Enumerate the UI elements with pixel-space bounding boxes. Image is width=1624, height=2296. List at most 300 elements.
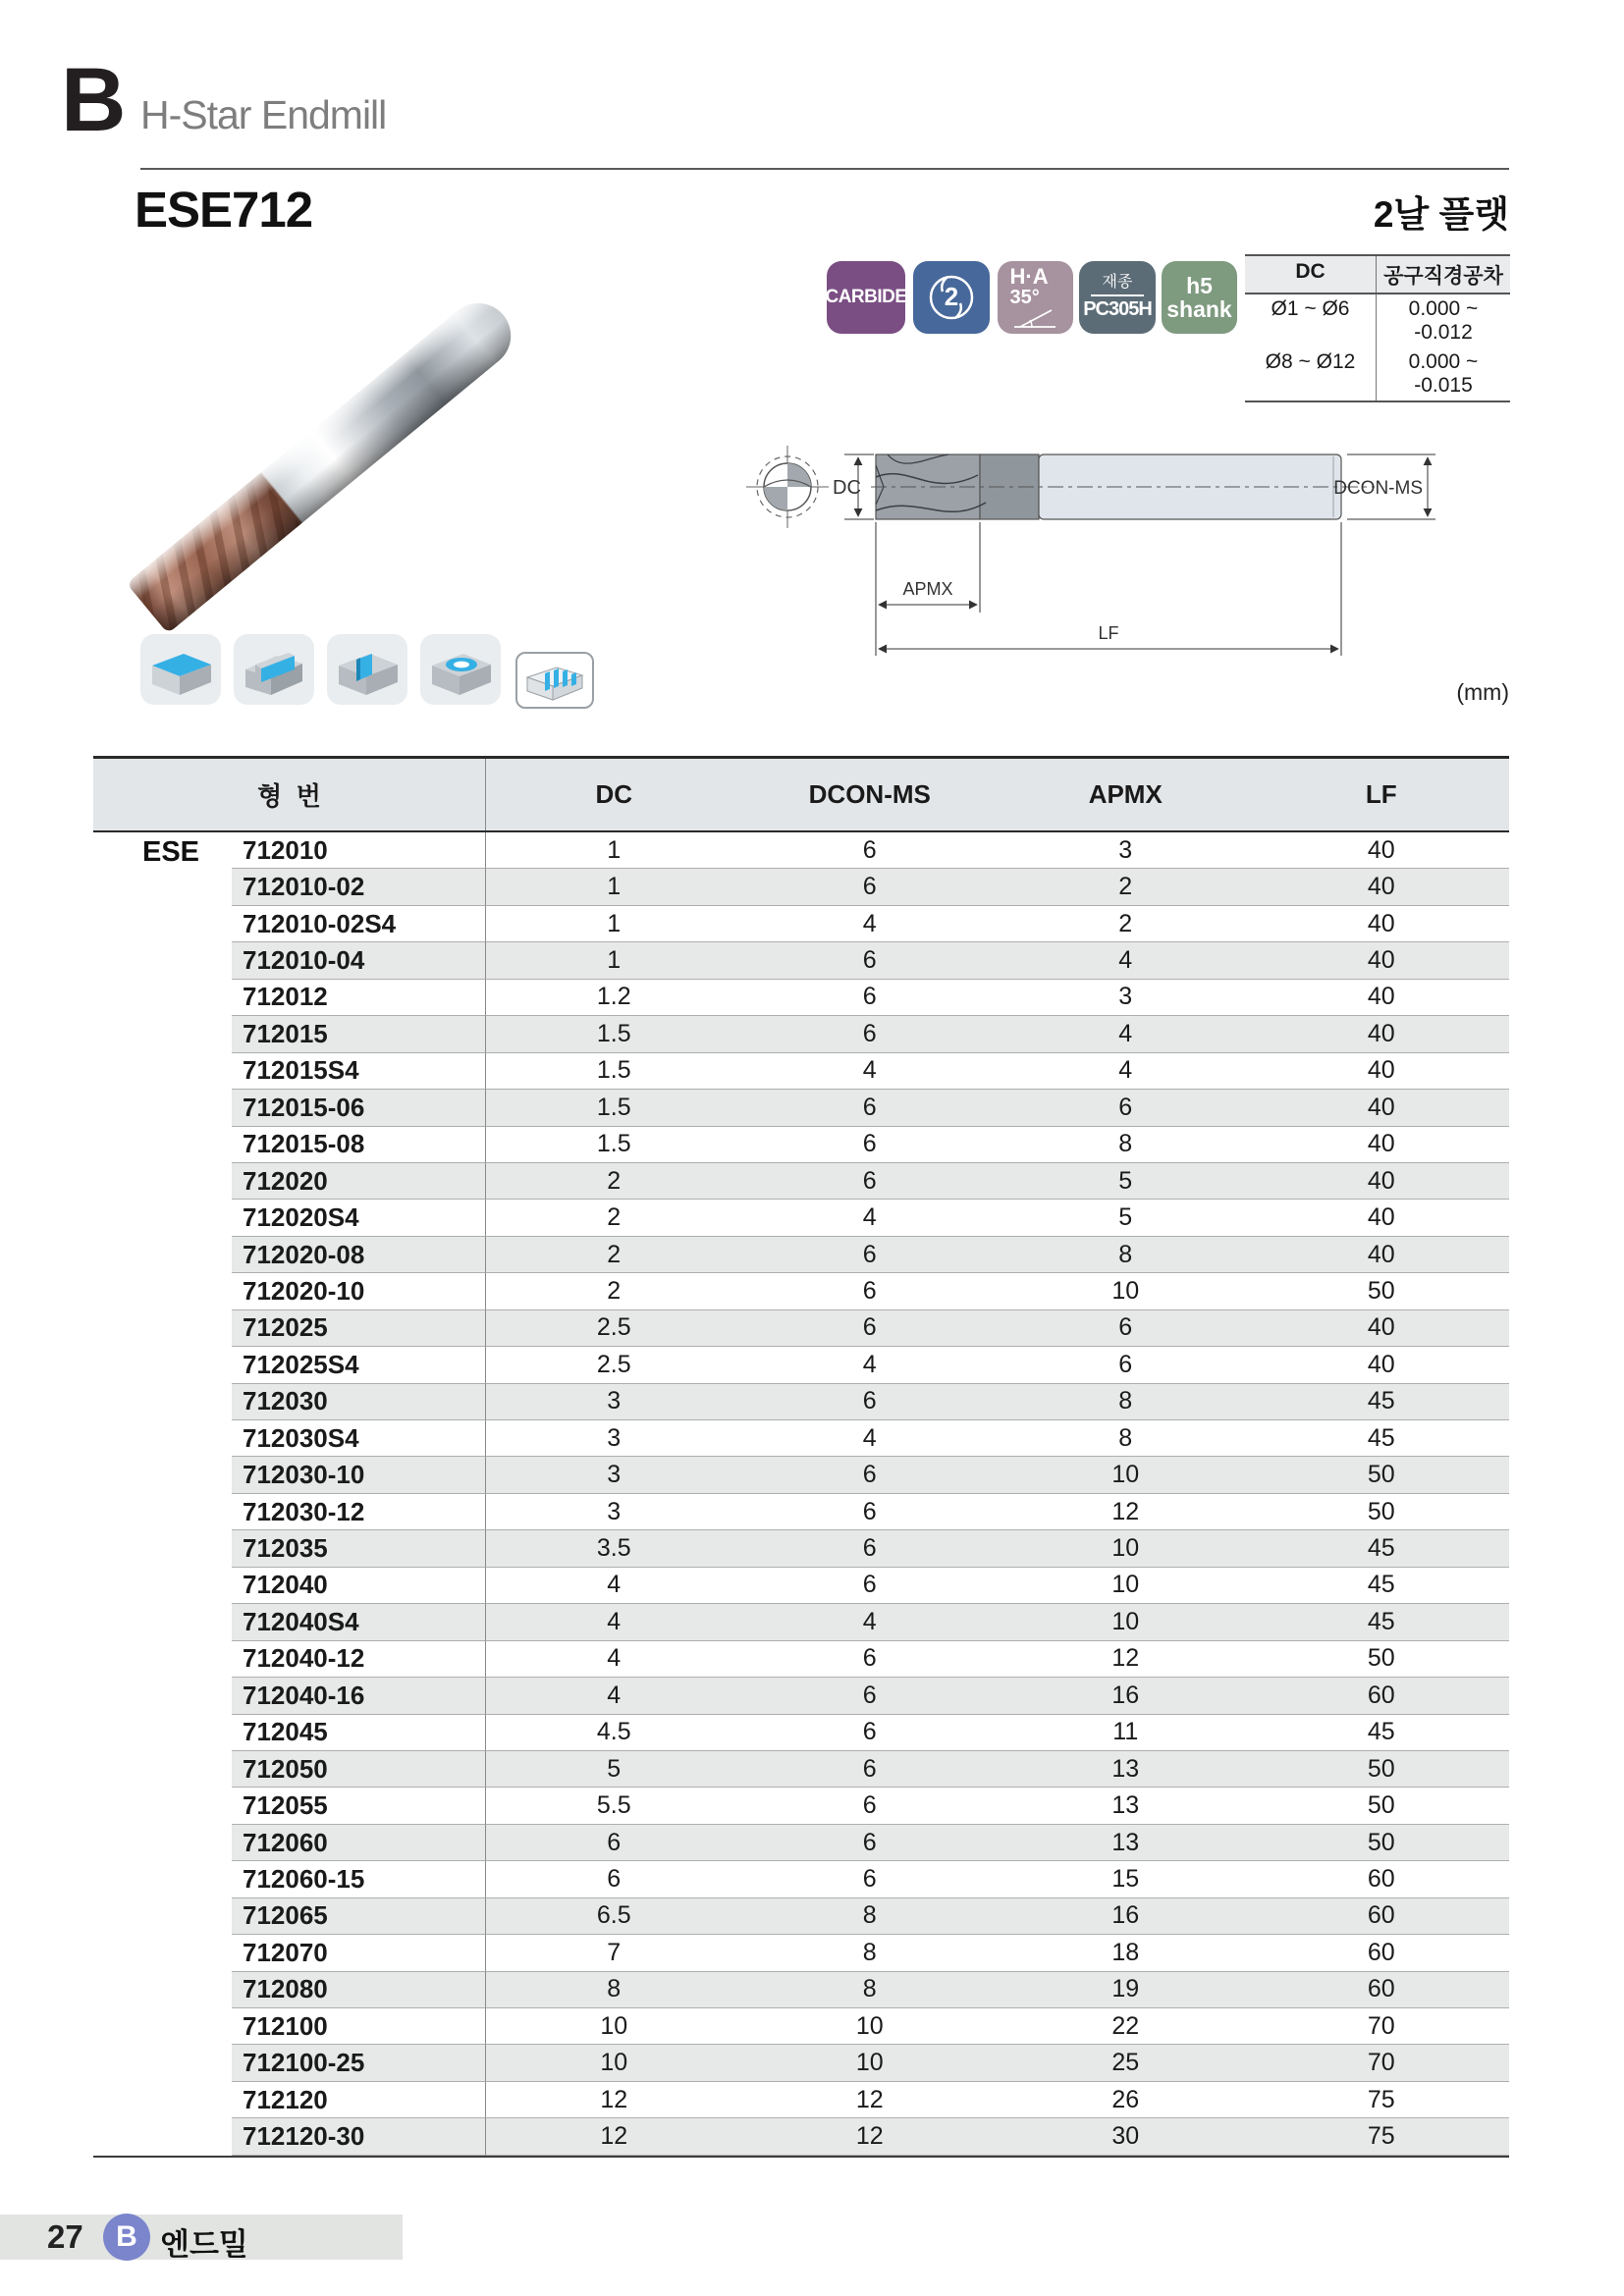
lf-value: 40 (1254, 980, 1510, 1016)
dcon-ms-value: 10 (742, 2045, 999, 2081)
model-number: 712010-04 (232, 942, 486, 979)
dcon-ms-value: 6 (742, 1751, 999, 1788)
apmx-value: 18 (998, 1935, 1254, 1971)
dcon-ms-value: 6 (742, 832, 999, 869)
dc-value: 4 (486, 1604, 742, 1640)
table-row (93, 1200, 1509, 1236)
lf-value: 40 (1254, 1237, 1510, 1273)
series-gutter (93, 942, 232, 979)
model-number: 712030S4 (232, 1420, 486, 1457)
series-gutter (93, 1384, 232, 1420)
model-number: 712070 (232, 1935, 486, 1971)
table-row (93, 1604, 1509, 1640)
section-letter: B (61, 50, 125, 150)
dcon-ms-value: 6 (742, 1310, 999, 1347)
model-number: 712040 (232, 1568, 486, 1604)
dcon-ms-value: 6 (742, 1788, 999, 1824)
dcon-ms-value: 6 (742, 1273, 999, 1309)
dc-value: 4 (486, 1678, 742, 1714)
apmx-value: 10 (998, 1530, 1254, 1567)
shank-label: shank (1166, 296, 1232, 322)
apmx-value: 11 (998, 1715, 1254, 1751)
apmx-value: 16 (998, 1898, 1254, 1935)
dc-value: 2 (486, 1273, 742, 1309)
model-number: 712015 (232, 1016, 486, 1052)
lf-value: 40 (1254, 1053, 1510, 1090)
apmx-value: 13 (998, 1825, 1254, 1861)
footer-section-badge (103, 2214, 150, 2261)
lf-value: 70 (1254, 2045, 1510, 2081)
app-icon-slotting (327, 634, 407, 705)
lf-value: 40 (1254, 1090, 1510, 1126)
dc-value: 4 (486, 1568, 742, 1604)
model-number: 712020 (232, 1163, 486, 1200)
dcon-ms-value: 6 (742, 1641, 999, 1678)
model-number: 712100-25 (232, 2045, 486, 2081)
table-row (93, 1568, 1509, 1604)
model-number: 712120-30 (232, 2118, 486, 2155)
dc-value: 1 (486, 942, 742, 979)
table-row (93, 1751, 1509, 1788)
model-number: 712035 (232, 1530, 486, 1567)
two-flute-icon (926, 272, 977, 323)
dc-value: 3 (486, 1384, 742, 1420)
series-gutter (93, 1310, 232, 1347)
table-row (93, 2082, 1509, 2118)
tolerance-table-header (1245, 256, 1510, 294)
dc-value: 8 (486, 1972, 742, 2008)
apmx-value: 16 (998, 1678, 1254, 1714)
apmx-value: 19 (998, 1972, 1254, 2008)
model-number: 712015-06 (232, 1090, 486, 1126)
dcon-ms-value: 12 (742, 2118, 999, 2155)
apmx-value: 4 (998, 942, 1254, 979)
lf-value: 40 (1254, 1016, 1510, 1052)
dcon-ms-value: 12 (742, 2082, 999, 2118)
lf-value: 40 (1254, 1347, 1510, 1383)
series-gutter (93, 1825, 232, 1861)
dcon-ms-value: 4 (742, 1604, 999, 1640)
lf-value: 50 (1254, 1825, 1510, 1861)
series-gutter (93, 1127, 232, 1163)
series-gutter (93, 1568, 232, 1604)
dcon-ms-value: 8 (742, 1935, 999, 1971)
series-gutter (93, 2045, 232, 2081)
dcon-ms-value: 4 (742, 1200, 999, 1236)
series-gutter (93, 1788, 232, 1824)
lf-value: 45 (1254, 1530, 1510, 1567)
model-number: 712040S4 (232, 1604, 486, 1640)
page-number: 27 (47, 2218, 83, 2255)
model-number: 712080 (232, 1972, 486, 2008)
page-title: ESE712 (135, 182, 313, 238)
model-number: 712020-08 (232, 1237, 486, 1273)
dcon-ms-value: 6 (742, 1127, 999, 1163)
model-number: 712030 (232, 1384, 486, 1420)
dc-value: 1.5 (486, 1127, 742, 1163)
app-icon-face-milling (140, 634, 221, 705)
tolerance-range: Ø8 ~ Ø12 (1265, 350, 1356, 373)
dcon-ms-value: 6 (742, 869, 999, 905)
table-row (93, 1384, 1509, 1420)
table-row (93, 1641, 1509, 1678)
dc-value: 3 (486, 1457, 742, 1493)
apmx-value: 8 (998, 1127, 1254, 1163)
series-gutter (93, 1604, 232, 1640)
column-header-model: 형 번 (93, 759, 486, 830)
lf-value: 50 (1254, 1273, 1510, 1309)
table-row (93, 1347, 1509, 1383)
model-number: 712060 (232, 1825, 486, 1861)
apmx-value: 12 (998, 1641, 1254, 1678)
dcon-ms-value: 6 (742, 1016, 999, 1052)
end-view-icon (746, 446, 829, 528)
series-gutter (93, 1715, 232, 1751)
apmx-value: 13 (998, 1788, 1254, 1824)
apmx-value: 10 (998, 1273, 1254, 1309)
apmx-value: 3 (998, 832, 1254, 869)
series-gutter (93, 1016, 232, 1052)
dc-value: 3 (486, 1420, 742, 1457)
apmx-value: 8 (998, 1384, 1254, 1420)
table-row (93, 2118, 1509, 2155)
badge-carbide-label: CARBIDE (825, 287, 907, 308)
dcon-ms-value: 6 (742, 1457, 999, 1493)
column-header-dcon-ms: DCON-MS (808, 779, 931, 809)
dc-value: 2 (486, 1163, 742, 1200)
dc-value: 2.5 (486, 1310, 742, 1347)
dcon-ms-value: 6 (742, 1237, 999, 1273)
dcon-ms-value: 6 (742, 1678, 999, 1714)
series-gutter (93, 1200, 232, 1236)
series-gutter (93, 2008, 232, 2045)
model-number: 712065 (232, 1898, 486, 1935)
dc-value: 10 (486, 2045, 742, 2081)
apmx-value: 6 (998, 1090, 1254, 1126)
tolerance-row (1245, 294, 1510, 347)
flute-count-label: 2 (944, 282, 959, 312)
dcon-ms-value: 6 (742, 1090, 999, 1126)
dc-value: 1.5 (486, 1090, 742, 1126)
dc-value: 1.5 (486, 1016, 742, 1052)
helix-angle-value: 35° (1009, 287, 1040, 309)
series-gutter (93, 869, 232, 905)
dcon-ms-value: 6 (742, 1715, 999, 1751)
table-row (93, 1678, 1509, 1714)
spec-table-header (93, 756, 1509, 832)
dcon-ms-value: 4 (742, 1053, 999, 1090)
lf-value: 40 (1254, 906, 1510, 942)
lf-value: 45 (1254, 1568, 1510, 1604)
series-gutter (93, 1090, 232, 1126)
apmx-value: 22 (998, 2008, 1254, 2045)
table-row (93, 1163, 1509, 1200)
angle-icon (1010, 308, 1061, 330)
series-gutter (93, 1861, 232, 1897)
model-number: 712025S4 (232, 1347, 486, 1383)
diagram-dcon-label: DCON-MS (1333, 478, 1423, 499)
table-row (93, 1530, 1509, 1567)
dc-value: 2.5 (486, 1347, 742, 1383)
apmx-value: 8 (998, 1237, 1254, 1273)
dc-value: 2 (486, 1200, 742, 1236)
apmx-value: 10 (998, 1604, 1254, 1640)
lf-value: 40 (1254, 942, 1510, 979)
dcon-ms-value: 8 (742, 1898, 999, 1935)
dcon-ms-value: 6 (742, 1568, 999, 1604)
table-row (93, 1457, 1509, 1493)
column-header-apmx: APMX (1088, 779, 1163, 809)
spec-table-body (93, 832, 1509, 2156)
diagram-dc-label: DC (833, 477, 861, 499)
column-header-lf: LF (1365, 779, 1397, 809)
model-number: 712100 (232, 2008, 486, 2045)
dc-value: 5 (486, 1751, 742, 1788)
dc-value: 6 (486, 1861, 742, 1897)
model-number: 712015S4 (232, 1053, 486, 1090)
lf-value: 40 (1254, 1310, 1510, 1347)
lf-value: 45 (1254, 1715, 1510, 1751)
table-row (93, 906, 1509, 942)
grade-divider (1091, 294, 1144, 296)
dc-value: 6.5 (486, 1898, 742, 1935)
series-gutter (93, 1678, 232, 1714)
dcon-ms-value: 6 (742, 1530, 999, 1567)
lf-value: 50 (1254, 1751, 1510, 1788)
diagram-lf-label: LF (1098, 623, 1119, 643)
app-icon-drilling (420, 634, 501, 705)
spec-table (93, 756, 1509, 2158)
series-gutter (93, 1751, 232, 1788)
app-icon-rib-machining (515, 652, 594, 709)
dcon-ms-value: 4 (742, 906, 999, 942)
model-number: 712012 (232, 980, 486, 1016)
series-gutter (93, 2082, 232, 2118)
apmx-value: 6 (998, 1347, 1254, 1383)
table-row (93, 1090, 1509, 1126)
lf-value: 60 (1254, 1972, 1510, 2008)
badge-shank (1162, 261, 1237, 334)
table-row (93, 1420, 1509, 1457)
lf-value: 40 (1254, 1200, 1510, 1236)
dcon-ms-value: 6 (742, 1825, 999, 1861)
lf-value: 50 (1254, 1494, 1510, 1530)
dcon-ms-value: 10 (742, 2008, 999, 2045)
apmx-value: 6 (998, 1310, 1254, 1347)
table-row (93, 869, 1509, 905)
lf-value: 60 (1254, 1861, 1510, 1897)
lf-value: 60 (1254, 1898, 1510, 1935)
badge-carbide (827, 261, 905, 334)
apmx-value: 5 (998, 1200, 1254, 1236)
dc-value: 6 (486, 1825, 742, 1861)
model-number: 712120 (232, 2082, 486, 2118)
model-number: 712040-16 (232, 1678, 486, 1714)
table-row (93, 1494, 1509, 1530)
dc-value: 12 (486, 2118, 742, 2155)
series-gutter (93, 1053, 232, 1090)
dc-value: 3 (486, 1494, 742, 1530)
table-row (93, 1788, 1509, 1824)
tolerance-value: 0.000 ~ -0.012 (1376, 294, 1510, 347)
dc-value: 7 (486, 1935, 742, 1971)
lf-value: 50 (1254, 1641, 1510, 1678)
apmx-value: 8 (998, 1420, 1254, 1457)
series-gutter (93, 980, 232, 1016)
dc-value: 1.2 (486, 980, 742, 1016)
lf-value: 50 (1254, 1788, 1510, 1824)
model-number: 712020-10 (232, 1273, 486, 1309)
tolerance-header-tol: 공구직경공차 (1376, 256, 1510, 293)
tolerance-header-dc: DC (1295, 260, 1326, 283)
lf-value: 60 (1254, 1678, 1510, 1714)
lf-value: 70 (1254, 2008, 1510, 2045)
dc-value: 1.5 (486, 1053, 742, 1090)
table-row (93, 2045, 1509, 2081)
table-row (93, 1898, 1509, 1935)
apmx-value: 12 (998, 1494, 1254, 1530)
apmx-value: 2 (998, 869, 1254, 905)
model-number: 712030-12 (232, 1494, 486, 1530)
subtitle-flute-type: 2날 플랫 (1373, 194, 1509, 235)
grade-label: 재종 (1102, 274, 1133, 292)
dcon-ms-value: 6 (742, 1384, 999, 1420)
model-number: 712060-15 (232, 1861, 486, 1897)
dcon-ms-value: 8 (742, 1972, 999, 2008)
table-row (93, 1861, 1509, 1897)
badge-helix-angle (998, 261, 1073, 334)
lf-value: 50 (1254, 1457, 1510, 1493)
tolerance-value: 0.000 ~ -0.015 (1376, 347, 1510, 400)
table-row (93, 1273, 1509, 1309)
lf-value: 40 (1254, 1163, 1510, 1200)
dc-value: 1 (486, 832, 742, 869)
lf-value: 40 (1254, 869, 1510, 905)
apmx-value: 13 (998, 1751, 1254, 1788)
dcon-ms-value: 6 (742, 1494, 999, 1530)
model-number: 712040-12 (232, 1641, 486, 1678)
footer-category-label: 엔드밀 (160, 2227, 248, 2262)
series-gutter (93, 1530, 232, 1567)
dc-value: 3.5 (486, 1530, 742, 1567)
apmx-value: 10 (998, 1568, 1254, 1604)
table-row (93, 1237, 1509, 1273)
app-icon-side-milling (234, 634, 314, 705)
series-gutter (93, 906, 232, 942)
series-gutter (93, 1972, 232, 2008)
model-number: 712030-10 (232, 1457, 486, 1493)
dcon-ms-value: 6 (742, 1861, 999, 1897)
footer-badge-letter: B (116, 2220, 137, 2253)
model-number: 712015-08 (232, 1127, 486, 1163)
lf-value: 45 (1254, 1604, 1510, 1640)
table-row (93, 2008, 1509, 2045)
helix-label: H·A (1009, 263, 1049, 289)
table-row (93, 1825, 1509, 1861)
apmx-value: 15 (998, 1861, 1254, 1897)
badge-flute-count (913, 261, 990, 334)
table-row (93, 1715, 1509, 1751)
column-header-dc: DC (595, 779, 633, 809)
table-row (93, 832, 1509, 869)
table-row (93, 1127, 1509, 1163)
grade-value: PC305H (1083, 297, 1152, 320)
section-title: H-Star Endmill (140, 92, 387, 137)
table-row (93, 1016, 1509, 1052)
dcon-ms-value: 6 (742, 942, 999, 979)
dc-value: 2 (486, 1237, 742, 1273)
endmill-image (127, 291, 524, 634)
model-number: 712055 (232, 1788, 486, 1824)
series-prefix: ESE (142, 836, 200, 868)
table-row (93, 1053, 1509, 1090)
series-gutter (93, 1347, 232, 1383)
table-row (93, 980, 1509, 1016)
model-number: 712010-02 (232, 869, 486, 905)
shank-tolerance: h5 (1186, 272, 1213, 298)
unit-note: (mm) (1456, 679, 1509, 705)
badge-material-grade (1079, 261, 1156, 334)
dc-value: 4 (486, 1641, 742, 1678)
series-gutter (93, 1935, 232, 1971)
series-gutter (93, 1898, 232, 1935)
table-row (93, 942, 1509, 979)
dc-value: 5.5 (486, 1788, 742, 1824)
model-number: 712010 (232, 832, 486, 869)
series-gutter (93, 1163, 232, 1200)
diagram-apmx-label: APMX (902, 579, 953, 599)
dc-value: 12 (486, 2082, 742, 2118)
lf-value: 75 (1254, 2082, 1510, 2118)
series-gutter (93, 1457, 232, 1493)
lf-value: 60 (1254, 1935, 1510, 1971)
apmx-value: 30 (998, 2118, 1254, 2155)
dc-value: 1 (486, 906, 742, 942)
apmx-value: 26 (998, 2082, 1254, 2118)
apmx-value: 4 (998, 1053, 1254, 1090)
model-number: 712050 (232, 1751, 486, 1788)
dcon-ms-value: 6 (742, 980, 999, 1016)
model-number: 712045 (232, 1715, 486, 1751)
dcon-ms-value: 4 (742, 1420, 999, 1457)
series-gutter (93, 1237, 232, 1273)
tolerance-range: Ø1 ~ Ø6 (1271, 297, 1350, 320)
model-number: 712020S4 (232, 1200, 486, 1236)
apmx-value: 3 (998, 980, 1254, 1016)
dc-value: 1 (486, 869, 742, 905)
series-gutter (93, 1641, 232, 1678)
apmx-value: 4 (998, 1016, 1254, 1052)
table-row (93, 1972, 1509, 2008)
dcon-ms-value: 6 (742, 1163, 999, 1200)
dimension-drawing (738, 379, 1524, 670)
apmx-value: 25 (998, 2045, 1254, 2081)
apmx-value: 10 (998, 1457, 1254, 1493)
dcon-ms-value: 4 (742, 1347, 999, 1383)
apmx-value: 5 (998, 1163, 1254, 1200)
series-gutter (93, 2118, 232, 2155)
lf-value: 45 (1254, 1420, 1510, 1457)
dc-value: 10 (486, 2008, 742, 2045)
model-number: 712010-02S4 (232, 906, 486, 942)
table-row (93, 1310, 1509, 1347)
lf-value: 45 (1254, 1384, 1510, 1420)
header-divider (140, 168, 1509, 170)
lf-value: 75 (1254, 2118, 1510, 2155)
dc-value: 4.5 (486, 1715, 742, 1751)
lf-value: 40 (1254, 832, 1510, 869)
apmx-value: 2 (998, 906, 1254, 942)
